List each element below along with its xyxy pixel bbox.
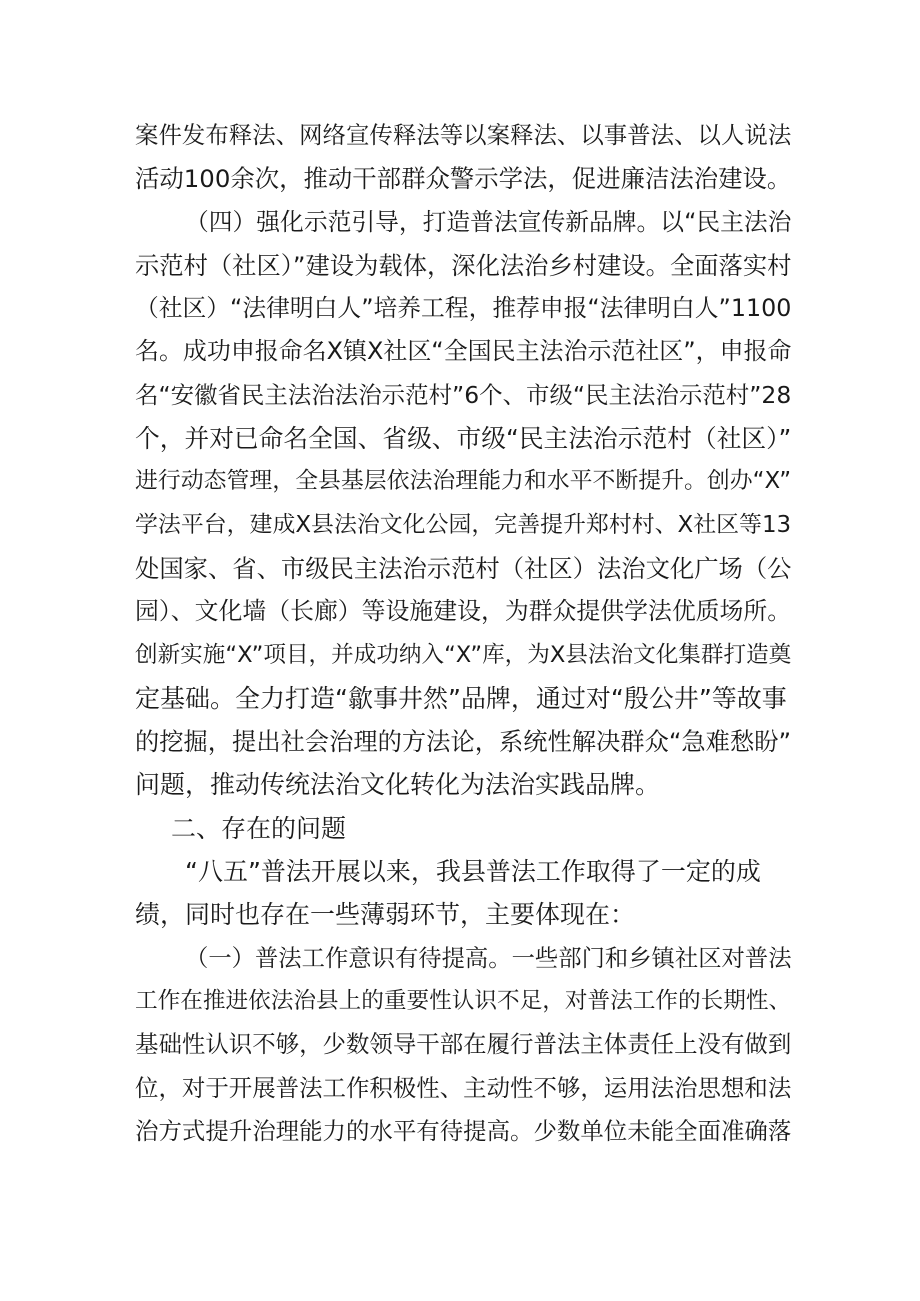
text-line: 个，并对已命名全国、省级、市级“民主法治示范村（社区）” [135, 424, 792, 454]
text-line: 治方式提升治理能力的水平有待提高。少数单位未能全面准确落 [135, 1116, 792, 1145]
text-line: 绩，同时也存在一些薄弱环节，主要体现在： [135, 900, 636, 930]
text-line: 基础性认识不够，少数领导干部在履行普法主体责任上没有做到 [135, 1030, 792, 1059]
text-line: 案件发布释法、网络宣传释法等以案释法、以事普法、以人说法 [135, 121, 792, 149]
text-line: 示范村（社区）”建设为载体，深化法治乡村建设。全面落实村 [135, 250, 792, 280]
text-line: 园）、文化墙（长廊）等设施建设，为群众提供学法优质场所。 [135, 597, 792, 626]
paragraph-start-line: （四）强化示范引导，打造普法宣传新品牌。以“民主法治 [185, 207, 792, 236]
text-line: 处国家、省、市级民主法治示范村（社区）法治文化广场（公 [135, 553, 792, 583]
text-line: 的挖掘，提出社会治理的方法论，系统性解决群众“急难愁盼” [135, 727, 792, 757]
section-heading: 二、存在的问题 [171, 813, 347, 843]
text-line: （社区）“法律明白人”培养工程，推荐申报“法律明白人”1100 [135, 294, 792, 323]
paragraph-start-line: “八五”普法开展以来，我县普法工作取得了一定的成 [185, 857, 761, 887]
text-line: 名“安徽省民主法治法治示范村”6个、市级“民主法治示范村”28 [135, 380, 792, 409]
text-line: 进行动态管理，全县基层依法治理能力和水平不断提升。创办“X” [135, 468, 792, 495]
text-line: 活动100余次，推动干部群众警示学法，促进廉洁法治建设。 [135, 164, 792, 194]
document-body [135, 114, 795, 1153]
text-line: 位，对于开展普法工作积极性、主动性不够，运用法治思想和法 [135, 1073, 792, 1102]
text-line: 定基础。全力打造“歙事井然”品牌，通过对“殷公井”等故事 [135, 683, 787, 713]
text-line: 名。成功申报命名X镇X社区“全国民主法治示范社区”，申报命 [135, 337, 792, 366]
text-line: 创新实施“X”项目，并成功纳入“X”库，为X县法治文化集群打造奠 [135, 641, 792, 668]
text-line: 工作在推进依法治县上的重要性认识不足，对普法工作的长期性、 [135, 987, 792, 1014]
text-line: 问题，推动传统法治文化转化为法治实践品牌。 [135, 770, 661, 800]
paragraph-start-line: （一）普法工作意识有待提高。一些部门和乡镇社区对普法 [185, 943, 792, 972]
text-line: 学法平台，建成X县法治文化公园，完善提升郑村村、X社区等13 [135, 511, 792, 538]
